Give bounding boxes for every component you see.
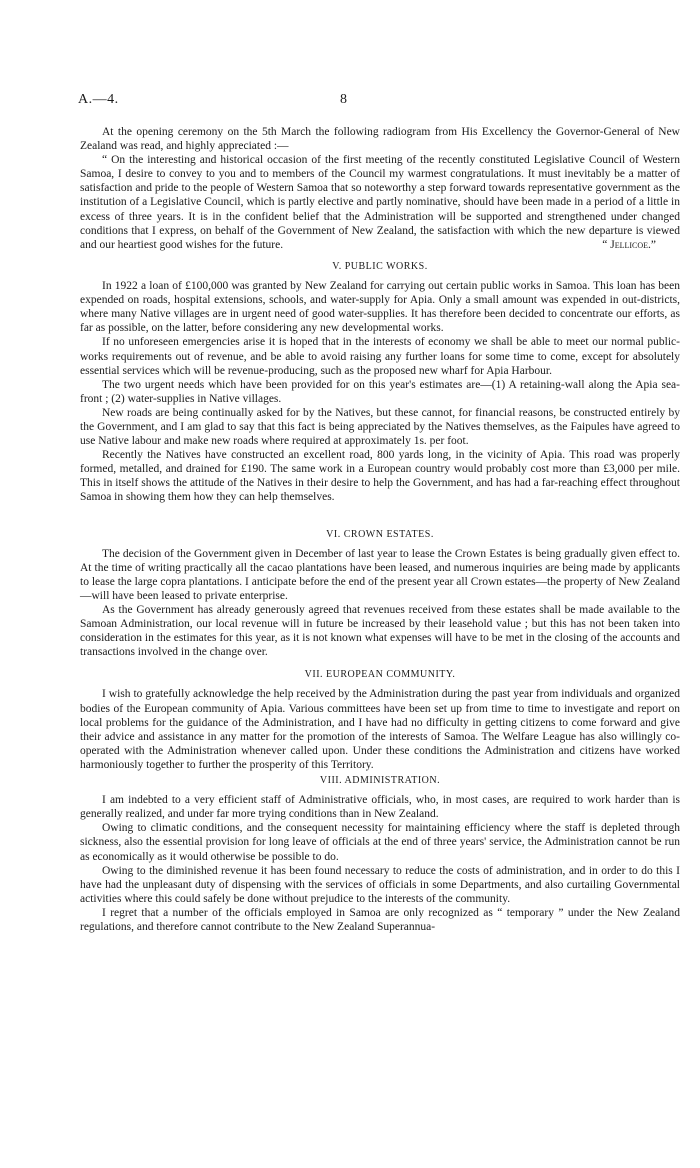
section-heading-crown-estates: VI. CROWN ESTATES. [326,528,434,540]
paragraph: As the Government has already generously agreed that revenues received from these estates shall be made available to the Samoan Administration, our local revenue will in future be increased by their leasehold value ; but this has not been taken into consideration in the estimates for this year, as it is not known what expenses will have to be met in the closing of the accounts and transactions involved in the change over. [80,604,680,659]
page-header [78,92,638,112]
paragraph: The decision of the Government given in December of last year to lease the Crown Estates is being gradually given effect to. At the time of writing practically all the cacao plantations have been leased, and numerous inquiries are being made by applicants to lease the large copra plantations. I anticipate before the end of the present year all Crown estates—the property of New Zealand—will have been leased to private enterprise. [80,547,680,602]
paragraph: New roads are being continually asked for by the Natives, but these cannot, for financial reasons, be constructed entirely by the Government, and I am glad to say that this fact is being appreciated by the Natives themselves, as the Faipules have agreed to use Native labour and make new roads where required at approximately 1s. per foot. [80,406,680,448]
paragraph: Owing to the diminished revenue it has been found necessary to reduce the costs of administration, and in order to do this I have had the unpleasant duty of dispensing with the services of officials in some Departments, and also curtailing Governmental activities where this could safely be done without prejudice to the interests of the community. [80,864,680,905]
section-heading-public-works: V. PUBLIC WORKS. [332,260,428,272]
paragraph: Recently the Natives have constructed an excellent road, 800 yards long, in the vicinity of Apia. This road was properly formed, metalled, and drained for £190. The same work in a European country would probably cost more than £3,000 per mile. This in itself shows the attitude of the Natives in their desire to help the Government, and has had a far-reaching effect throughout Samoa in showing them how they can help themselves. [80,449,680,504]
page-reference: A.—4. [78,92,119,107]
paragraph: I wish to gratefully acknowledge the help received by the Administration during the past year from individuals and organized bodies of the European community of Apia. Various committees have been set up from time to time to investigate and report on local problems for the guidance of the Administration, and I have had no difficulty in getting citizens to come forward and give their advice and assistance in any matter for the promotion of the interests of Samoa. The Welfare League has also willingly co-operated with the Administration whenever called upon. Under these conditions the Administration and citizens have worked harmoniously together to further the prosperity of this Territory. [80,688,680,771]
paragraph: The two urgent needs which have been provided for on this year's estimates are—(1) A retaining-wall along the Apia sea-front ; (2) water-supplies in Native villages. [80,378,680,405]
paragraph: I regret that a number of the officials employed in Samoa are only recognized as “ temporary ” under the New Zealand regulations, and therefore cannot contribute to the New Zealand Superannua- [80,906,680,933]
paragraph: If no unforeseen emergencies arise it is hoped that in the interests of economy we shall be able to meet our normal public-works requirements out of revenue, and be able to avoid raising any further loans for some time to come, except for absolutely essential services which will be revenue-producing, such as the proposed new wharf for Apia Harbour. [80,336,680,377]
radiogram-signature: “ Jellicoe.” [602,238,656,251]
page-number: 8 [340,92,347,107]
opening-paragraph: At the opening ceremony on the 5th March the following radiogram from His Excellency the Governor-General of New Zealand was read, and highly appreciated :— [80,126,680,153]
radiogram-text: “ On the interesting and historical occasion of the first meeting of the recently constituted Legislative Council of Western Samoa, I desire to convey to you and to members of the Council my warmest congratulations. It must inevitably be a matter of satisfaction and pride to the people of Western Samoa that so noteworthy a step forward towards representative government as the institution of a Legislative Council, which is partly elective and partly nominative, should have been made in a period of a little in excess of three years. It is in the confident belief that the Administration will be supported and strengthened under changed conditions that I express, on behalf of the Government of New Zealand, the satisfaction with which the new departure is viewed and our heartiest good wishes for the future. [80,154,680,251]
paragraph: I am indebted to a very efficient staff of Administrative officials, who, in most cases, are required to work harder than is generally realized, and under far more trying conditions than in New Zealand. [80,794,680,821]
paragraph: Owing to climatic conditions, and the consequent necessity for maintaining efficiency where the staff is depleted through sickness, also the essential provision for long leave of officials at the end of three years' service, the Administration cannot be run as economically as it would otherwise be possible to do. [80,822,680,863]
paragraph: In 1922 a loan of £100,000 was granted by New Zealand for carrying out certain public works in Samoa. This loan has been expended on roads, hospital extensions, schools, and water-supply for Apia. Only a small amount was expended in out-districts, where many Native villages are in urgent need of good water-supplies. It has therefore been decided to concentrate our efforts, as far as possible, on the latter, before considering any new developmental works. [80,280,680,335]
section-heading-european-community: VII. EUROPEAN COMMUNITY. [304,669,456,681]
section-heading-administration: VIII. ADMINISTRATION. [319,775,441,787]
document-body [80,125,680,934]
